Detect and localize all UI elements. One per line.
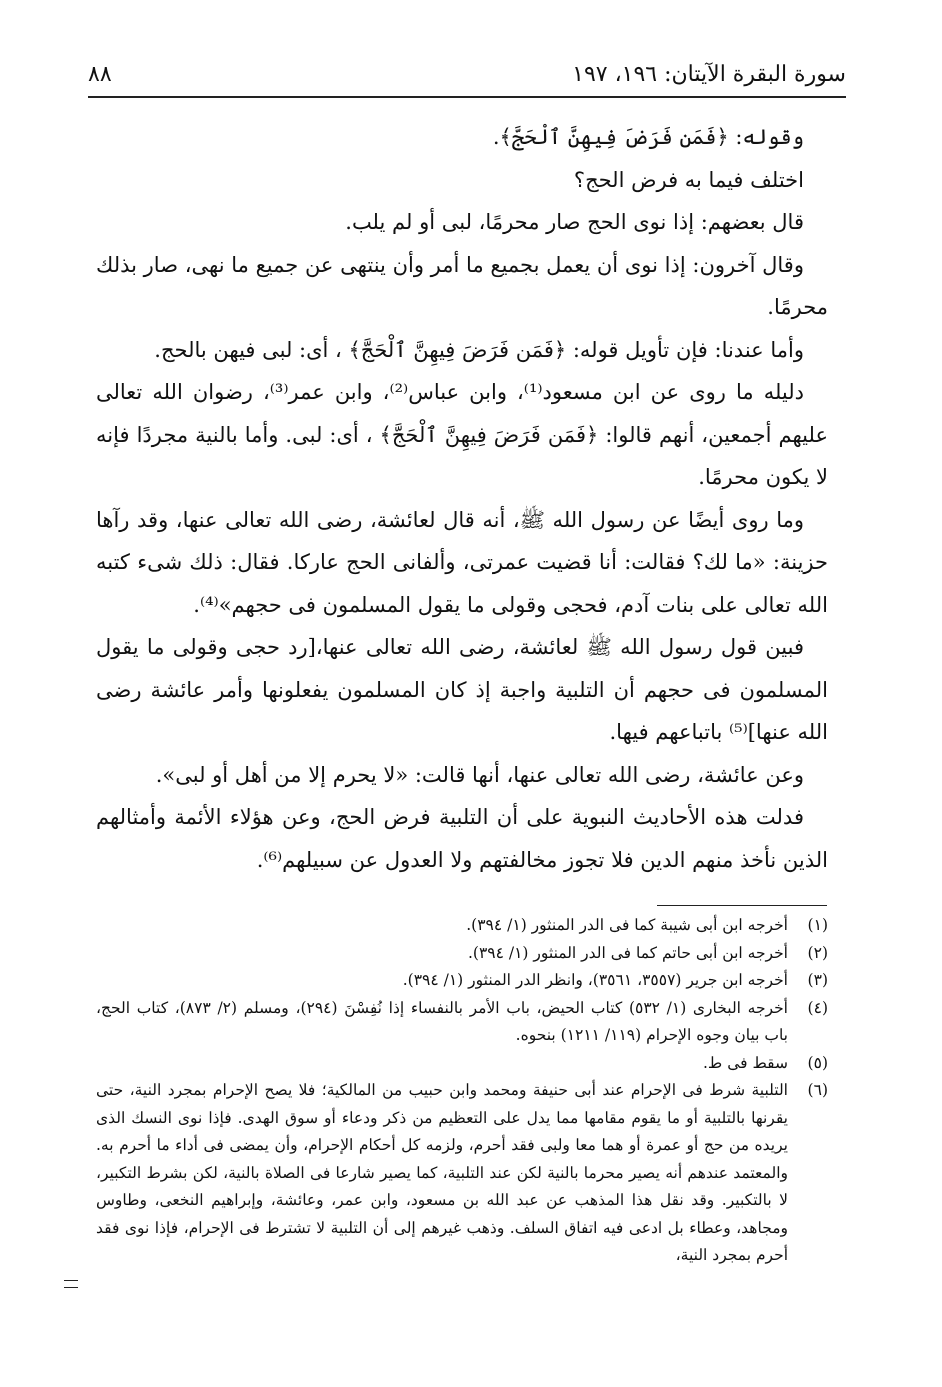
- paragraph: وأما عندنا: فإن تأويل قوله: ﴿فَمَن فَرَضَ فِيهِنَّ ٱلْحَجَّ﴾ ، أى: لبى فيهن بالحج.: [154, 337, 804, 362]
- footnote: [96, 967, 828, 995]
- page-number: ٨٨: [88, 62, 112, 87]
- paragraph: دليله ما روى عن ابن مسعود⁽¹⁾، وابن عباس⁽²⁾، وابن عمر⁽³⁾، رضوان الله تعالى عليهم أجمعين، أنهم قالوا: ﴿فَمَن فَرَضَ فِيهِنَّ ٱلْحَجَّ﴾ ، أى: لبى. وأما بالنية مجردًا فإنه لا يكون محرمًا.: [96, 380, 828, 489]
- footnote-text: أخرجه ابن أبى شيبة كما فى الدر المنثور (١/ ٣٩٤).: [466, 916, 788, 934]
- page-header: [88, 58, 846, 98]
- paragraph: وقوله: ﴿فَمَن فَرَضَ فِيهِنَّ ٱلْحَجَّ﴾.: [492, 125, 804, 149]
- footnote: [96, 995, 828, 1050]
- footnote-text: التلبية شرط فى الإحرام عند أبى حنيفة ومحمد وابن حبيب من المالكية؛ فلا يصح الإحرام بمجرد النية، حتى يقرنها بالتلبية أو ما يقوم مقامها مما يدل على التعظيم من ذكر ودعاء أو سوق الهدى. فإذا نوى النسك الذى يريده من حج أو عمرة أو هما معا ولبى فقد أحرم، ولزمه كل أحكام الإحرام، وأن يمضى فى أداء ما أحرم به. والمعتمد عندهم أنه يصير محرما بالنية لكن عند التلبية، كما يصير شارعا فى الصلاة بالنية، لكن بشرط التكبير، لا بالتكبير. وقد نقل هذا المذهب عن عبد الله بن مسعود، وابن عمر، وعائشة، وإبراهيم النخعى، وطاوس ومجاهد، وعطاء بل ادعى فيه اتفاق السلف. وذهب غيرهم إلى أن التلبية لا تشترط فى الإحرام، فإذا نوى فقد أحرم بمجرد النية،: [96, 1081, 788, 1264]
- footnote-text: سقط فى ط.: [703, 1053, 788, 1072]
- footnote-number: (٥): [807, 1053, 828, 1072]
- paragraph: قال بعضهم: إذا نوى الحج صار محرمًا، لبى أو لم يلب.: [345, 210, 804, 234]
- footnote-number: (٢): [807, 943, 828, 962]
- footnote-number: (٤): [807, 998, 828, 1017]
- footnote-text: أخرجه البخارى (١/ ٥٣٢) كتاب الحيض، باب الأمر بالنفساء إذا نُفِسْنَ (٢٩٤)، ومسلم (٢/ ٨٧٣)، كتاب الحج، باب بيان وجوه الإحرام (١١٩/ ١٢١١) بنحوه.: [96, 998, 788, 1044]
- paragraph: وما روى أيضًا عن رسول الله ﷺ، أنه قال لعائشة، رضى الله تعالى عنها، وقد رآها حزينة: «ما لك؟ فقالت: أنا قضيت عمرتى، وألفانى الحج عاركا. فقال: ذلك شىء كتبه الله تعالى على بنات آدم، فحجى وقولى ما يقول المسلمون فى حجهم»⁽⁴⁾.: [96, 507, 828, 617]
- continuation-mark: [64, 1280, 78, 1288]
- footnote-number: (٦): [807, 1081, 828, 1099]
- running-title: سورة البقرة الآيتان: ١٩٦، ١٩٧: [572, 62, 846, 87]
- paragraph: وعن عائشة، رضى الله تعالى عنها، أنها قالت: «لا يحرم إلا من أهل أو لبى».: [155, 762, 804, 787]
- paragraph: وقال آخرون: إذا نوى أن يعمل بجميع ما أمر وأن ينتهى عن جميع ما نهى، صار بذلك محرمًا.: [96, 252, 828, 319]
- footnote: [96, 1077, 828, 1270]
- paragraph: فبين قول رسول الله ﷺ لعائشة، رضى الله تعالى عنها،[رد حجى وقولى ما يقول المسلمون فى حجهم أن التلبية واجبة إذ كان المسلمون يفعلونها وأمر عائشة رضى الله عنها]⁽⁵⁾ باتباعهم فيها.: [96, 635, 828, 744]
- paragraph: اختلف فيما به فرض الحج؟: [573, 167, 804, 192]
- footnote: [96, 912, 828, 940]
- main-text: [96, 116, 828, 881]
- footnote-text: أخرجه ابن أبى حاتم كما فى الدر المنثور (١/ ٣٩٤).: [467, 943, 788, 962]
- footnote: [96, 1050, 828, 1078]
- footnote: [96, 940, 828, 968]
- footnote-text: أخرجه ابن جرير (٣٥٥٧، ٣٥٦١)، وانظر الدر المنثور (١/ ٣٩٤).: [402, 971, 788, 989]
- footnote-number: (٣): [807, 971, 828, 989]
- footnote-separator: [657, 905, 827, 906]
- paragraph: فدلت هذه الأحاديث النبوية على أن التلبية فرض الحج، وعن هؤلاء الأئمة وأمثالهم الذين نأخذ منهم الدين فلا تجوز مخالفتهم ولا العدول عن سبيلهم⁽⁶⁾.: [96, 805, 828, 872]
- footnotes: [96, 912, 828, 1270]
- footnote-number: (١): [807, 916, 828, 934]
